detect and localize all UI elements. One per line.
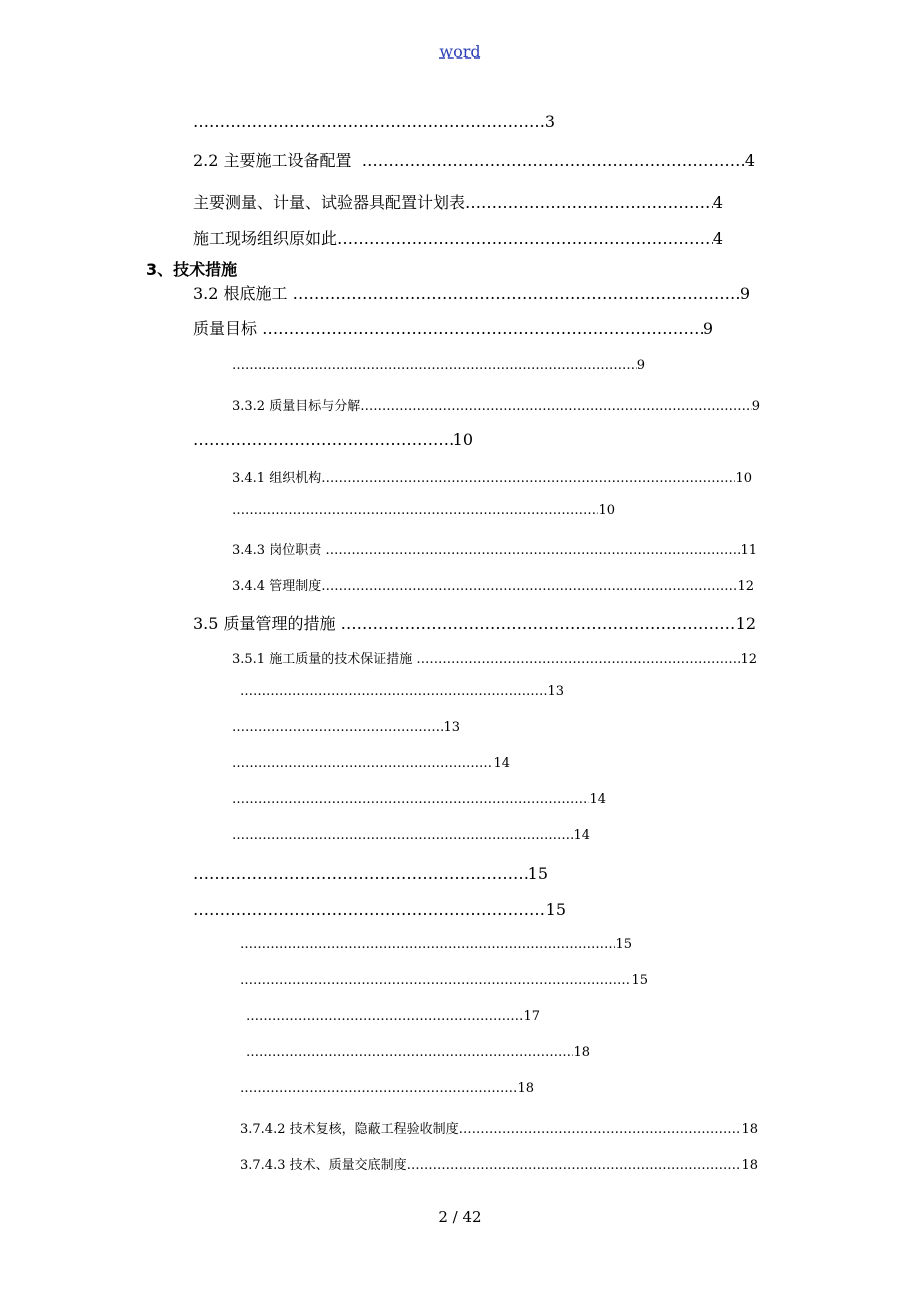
dot-leader: [240, 937, 615, 952]
toc-entry[interactable]: [232, 358, 645, 373]
toc-entry-page: 4: [712, 193, 723, 212]
toc-entry[interactable]: [232, 575, 754, 594]
toc-entry-text: 3.4.4 管理制度: [232, 579, 322, 594]
dot-leader: [232, 792, 589, 807]
dot-leader: [240, 1081, 517, 1096]
dot-leader: [262, 319, 703, 338]
toc-entry-page: 15: [545, 900, 566, 919]
toc-entry-text: 3.5 质量管理的措施: [193, 614, 341, 633]
dot-leader: [246, 1045, 573, 1060]
toc-entry-page: 9: [636, 358, 645, 373]
dot-leader: [232, 720, 443, 735]
toc-entry[interactable]: [232, 395, 760, 414]
toc-entry[interactable]: [193, 190, 723, 213]
toc-entry[interactable]: [232, 756, 510, 771]
toc-entry-page: 3: [544, 112, 555, 131]
dot-leader: [321, 579, 737, 594]
toc-entry-page: 12: [740, 652, 757, 667]
toc-entry[interactable]: [193, 148, 755, 171]
section-heading: 3、技术措施: [146, 260, 238, 279]
dot-leader: [232, 503, 598, 518]
dot-leader: [459, 1122, 742, 1137]
toc-entry[interactable]: [193, 281, 750, 304]
dot-leader: [232, 756, 493, 771]
toc-entry-page: 18: [573, 1045, 590, 1060]
toc-entry-page: 17: [523, 1009, 540, 1024]
dot-leader: [232, 828, 573, 843]
dot-leader: [240, 684, 547, 699]
toc-entry[interactable]: [193, 864, 548, 883]
toc-entry-text: 2.2 主要施工设备配置: [193, 151, 362, 170]
toc-entry[interactable]: [232, 828, 590, 843]
toc-entry[interactable]: [240, 1081, 534, 1096]
dot-leader: [321, 471, 735, 486]
toc-entry[interactable]: [232, 792, 606, 807]
dot-leader: [246, 1009, 523, 1024]
toc-entry-page: 15: [527, 864, 548, 883]
toc-entry-page: 14: [589, 792, 606, 807]
toc-entry[interactable]: [232, 503, 615, 518]
toc-entry[interactable]: [240, 973, 648, 988]
toc-entry[interactable]: [193, 611, 756, 634]
toc-entry-page: 4: [744, 151, 755, 170]
toc-entry-page: 10: [598, 503, 615, 518]
toc-entry-page: 10: [452, 430, 473, 449]
dot-leader: [193, 112, 545, 131]
toc-entry[interactable]: [193, 112, 555, 131]
toc-entry[interactable]: [232, 648, 757, 667]
toc-entry[interactable]: [240, 1118, 758, 1137]
dot-leader: [232, 358, 637, 373]
dot-leader: [337, 229, 713, 248]
toc-entry-page: 9: [702, 319, 713, 338]
toc-entry[interactable]: [240, 937, 632, 952]
toc-entry-page: 14: [573, 828, 590, 843]
dot-leader: [325, 543, 740, 558]
toc-entry-page: 13: [547, 684, 564, 699]
page-header: [0, 42, 920, 61]
toc-entry[interactable]: [193, 430, 473, 449]
toc-entry-page: 18: [741, 1122, 758, 1137]
toc-entry[interactable]: [240, 1154, 758, 1173]
dot-leader: [407, 1158, 742, 1173]
toc-entry-page: 15: [615, 937, 632, 952]
dot-leader: [193, 864, 528, 883]
toc-entry[interactable]: [193, 226, 723, 249]
toc-entry[interactable]: [193, 900, 566, 919]
toc-entry[interactable]: [232, 467, 752, 486]
dot-leader: [293, 284, 740, 303]
toc-entry-page: 18: [741, 1158, 758, 1173]
dot-leader: [362, 151, 745, 170]
header-word-link[interactable]: word: [439, 42, 481, 61]
toc-entry-text: 主要测量、计量、试验器具配置计划表: [193, 193, 466, 212]
toc-entry-text: 3.4.3 岗位职责: [232, 543, 326, 558]
dot-leader: [193, 900, 546, 919]
dot-leader: [465, 193, 713, 212]
toc-entry[interactable]: [193, 316, 713, 339]
dot-leader: [360, 399, 752, 414]
toc-entry-page: 15: [631, 973, 648, 988]
toc-entry-page: 11: [740, 543, 757, 558]
toc-entry-text: 施工现场组织原如此: [193, 229, 338, 248]
dot-leader: [240, 973, 631, 988]
toc-entry-text: 质量目标: [193, 319, 263, 338]
toc-entry-text: 3.4.1 组织机构: [232, 471, 322, 486]
toc-entry-page: 13: [443, 720, 460, 735]
dot-leader: [416, 652, 740, 667]
toc-entry-page: 4: [712, 229, 723, 248]
toc-entry-page: 9: [739, 284, 750, 303]
dot-leader: [341, 614, 736, 633]
toc-entry-text: 3.5.1 施工质量的技术保证措施: [232, 652, 417, 667]
toc-entry[interactable]: [232, 539, 757, 558]
page-number: 2 / 42: [438, 1208, 482, 1226]
toc-entry-page: 14: [493, 756, 510, 771]
toc-entry-text: 3.2 根底施工: [193, 284, 293, 303]
toc-entry-page: 10: [735, 471, 752, 486]
toc-entry-text: 3.3.2 质量目标与分解: [232, 399, 361, 414]
toc-entry[interactable]: [246, 1009, 540, 1024]
toc-entry-text: 3.7.4.3 技术、质量交底制度: [240, 1158, 407, 1173]
toc-entry[interactable]: [240, 684, 564, 699]
toc-entry-page: 12: [737, 579, 754, 594]
toc-entry[interactable]: [246, 1045, 590, 1060]
dot-leader: [193, 430, 453, 449]
toc-entry-page: 18: [517, 1081, 534, 1096]
toc-entry-page: 9: [751, 399, 760, 414]
toc-entry-page: 12: [735, 614, 756, 633]
toc-entry-text: 3.7.4.2 技术复核，隐蔽工程验收制度: [240, 1122, 459, 1137]
toc-entry[interactable]: [232, 720, 460, 735]
